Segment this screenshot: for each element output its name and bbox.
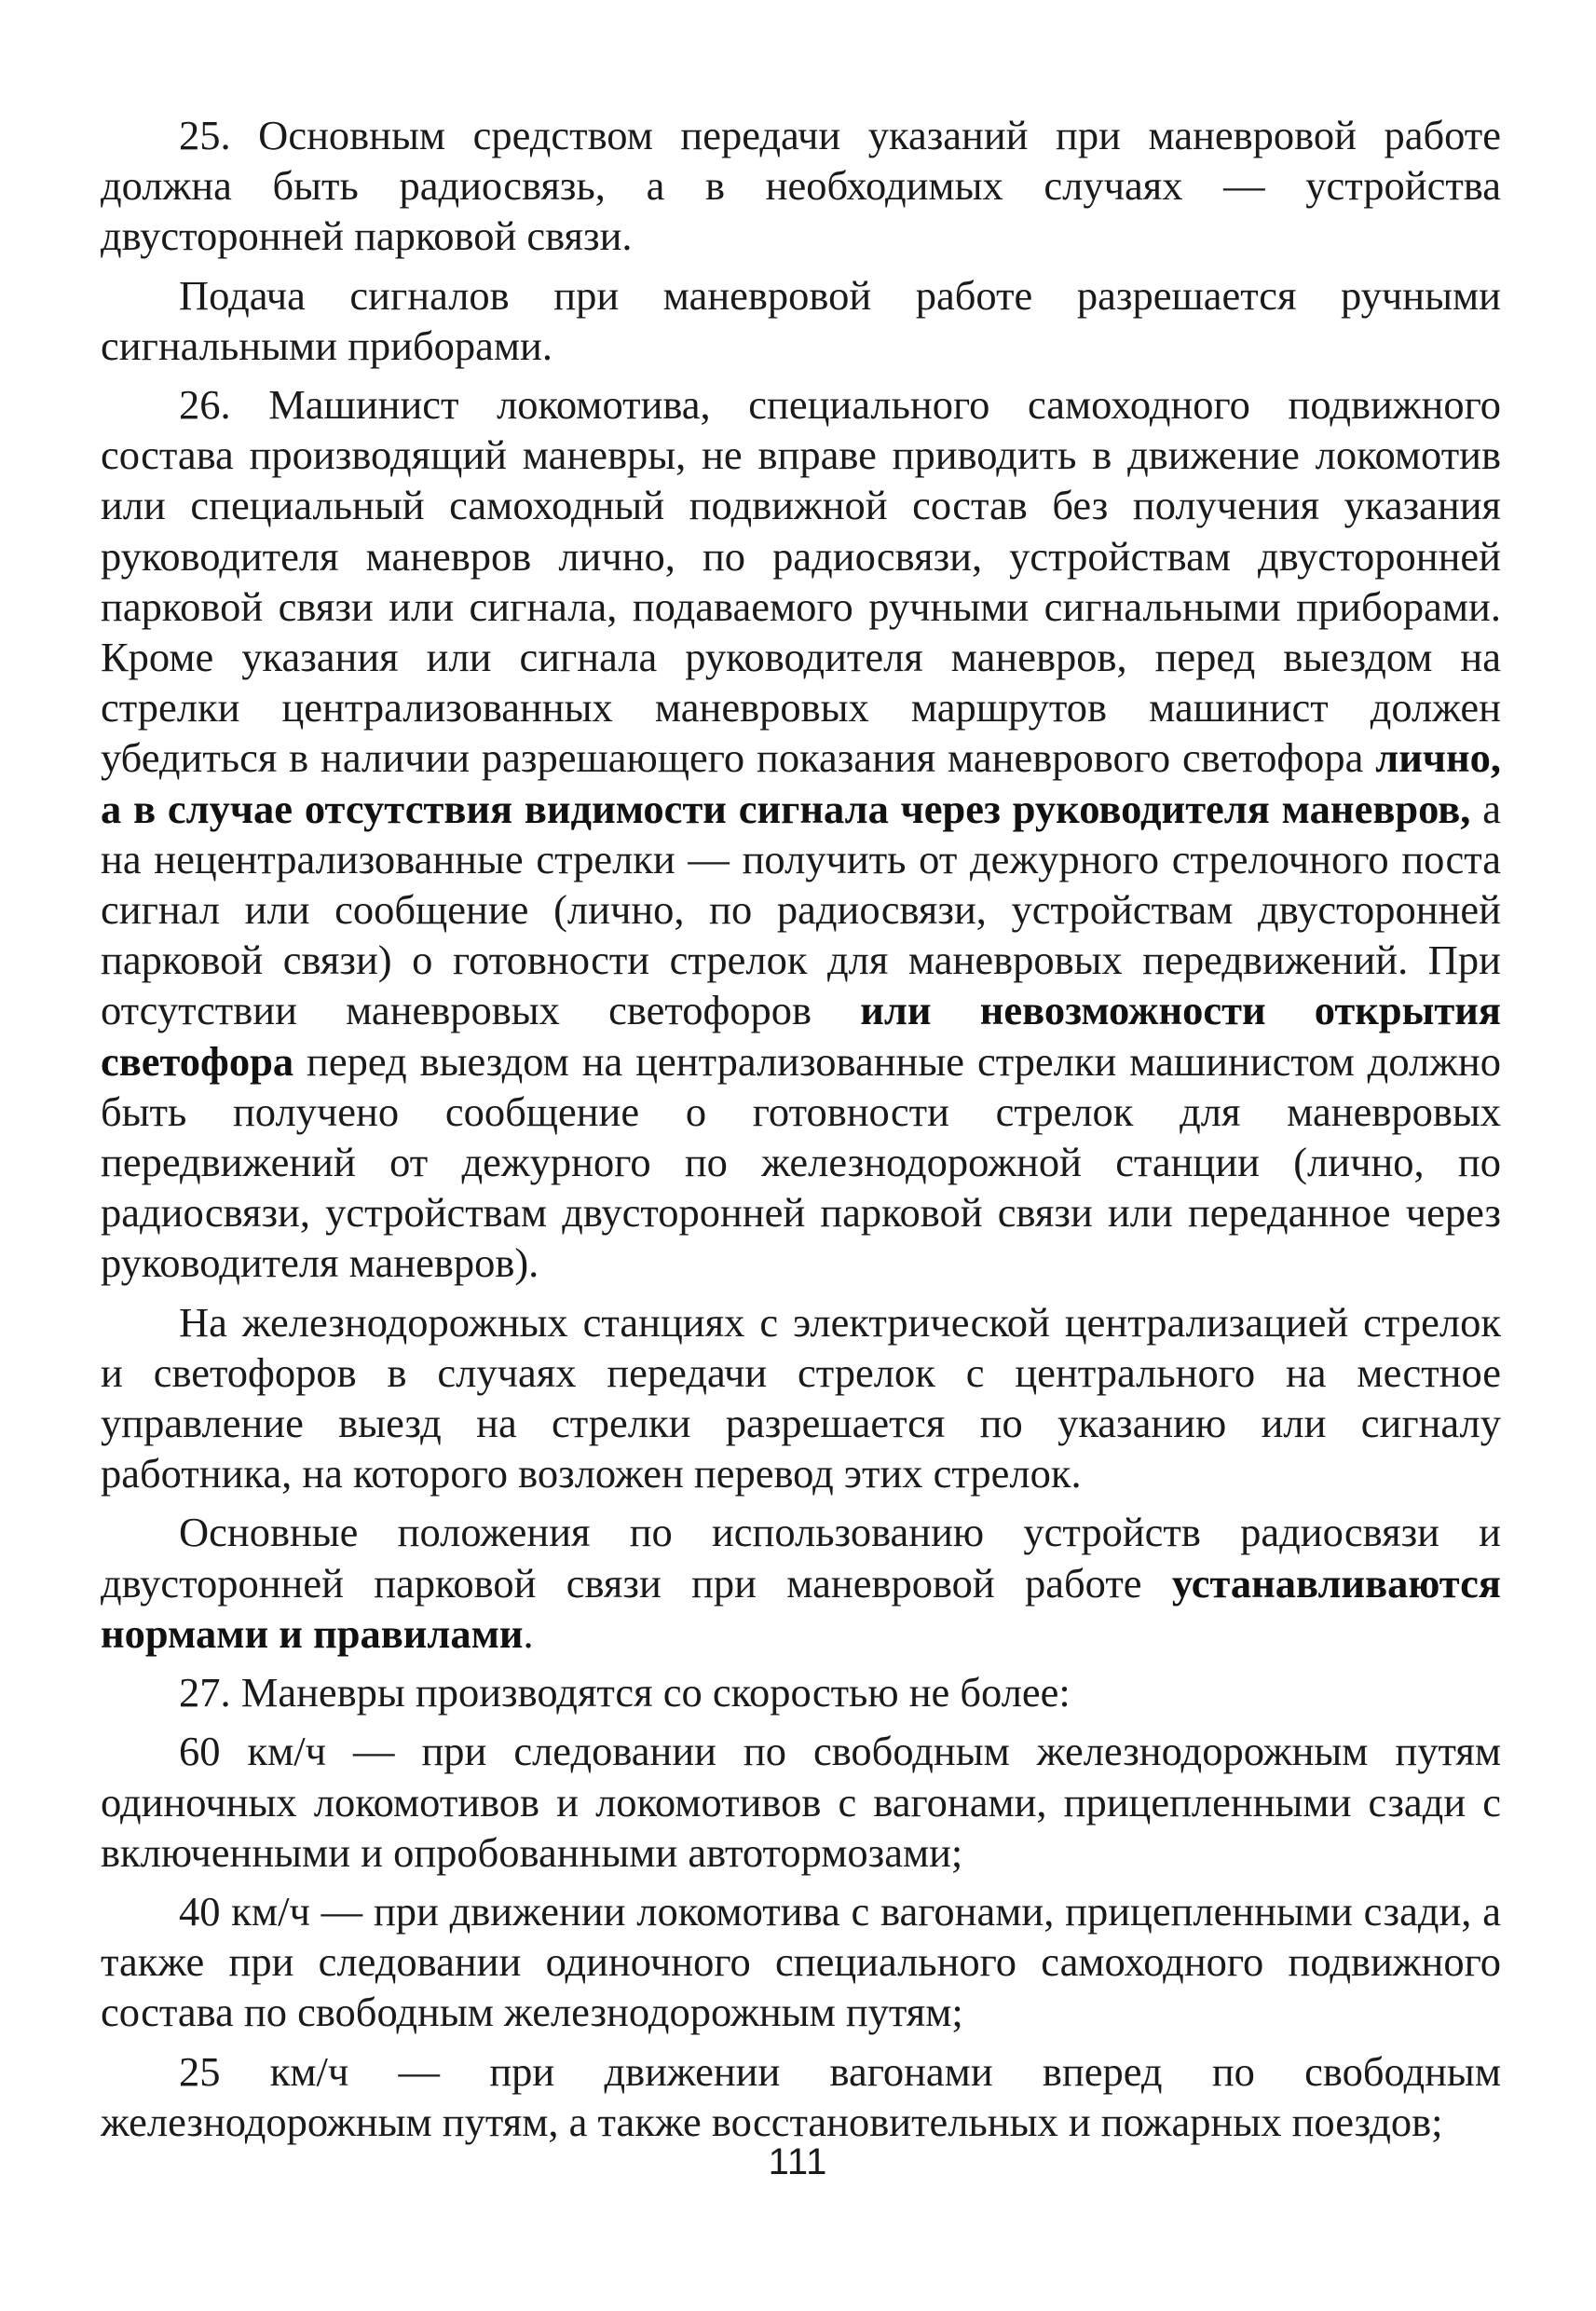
paragraph-text: 60 км/ч — при следовании по свободным железнодорожным путям одиночных локомотивов и локомотивов с вагонами, прицепленными сзади с включенными и опробованными автотормозами; xyxy=(101,1728,1501,1876)
paragraph-text: Основные положения по использованию устройств радиосвязи и двусторонней парковой связи при маневровой работе xyxy=(101,1509,1501,1607)
bold-text: устанавливаются нормами и правилами xyxy=(101,1559,1501,1657)
paragraph-text: а на нецентрализованные стрелки — получить от дежурного стрелочного поста сигнал или сообщение (лично, по радиосвязи, устройствам двусторонней парковой связи) о готовности стрелок для маневровых передвижений. При отсутствии маневровых светофоров xyxy=(101,785,1501,1034)
bold-text: или невозможности открытия светофора xyxy=(101,987,1502,1085)
paragraph-text: 27. Маневры производятся со скоростью не более: xyxy=(179,1669,1071,1716)
paragraph-signals xyxy=(101,270,1501,371)
paragraph-text: Подача сигналов при маневровой работе разрешается ручными сигнальными приборами. xyxy=(101,271,1501,369)
paragraph-text: 25. Основным средством передачи указаний при маневровой работе должна быть радиосвязь, а в необходимых случаях — устройства двусторонней парковой связи. xyxy=(101,112,1501,260)
paragraph-25 xyxy=(101,110,1501,262)
paragraph-speed-60 xyxy=(101,1726,1501,1878)
paragraph-text: 26. Машинист локомотива, специального самоходного подвижного состава производящий маневры, не вправе приводить в движение локомотив или специальный самоходный подвижной состав без получения указания руководителя маневров лично, по радиосвязи, устройствам двусторонней парковой связи или сигнала, подаваемого ручными сигнальными приборами. Кроме указания или сигнала руководителя маневров, перед выездом на стрелки централизованных маневровых маршрутов машинист должен убедиться в наличии разрешающего показания маневрового светофора xyxy=(101,381,1501,782)
bold-text: лично, а в случае отсутствия видимости сигнала через руководителя маневров, xyxy=(101,734,1501,832)
paragraph-text: 40 км/ч — при движении локомотива с вагонами, прицепленными сзади, а также при следовании одиночного специального самоходного подвижного состава по свободным железнодорожным путям; xyxy=(101,1887,1501,2036)
paragraph-text: . xyxy=(523,1609,534,1657)
paragraph-27 xyxy=(101,1667,1501,1717)
paragraph-text: перед выездом на централизованные стрелки машинистом должно быть получено сообщение о готовности стрелок для маневровых передвижений от дежурного по железнодорожной станции (лично, по радиосвязи, устройствам двусторонней парковой связи или переданное через руководителя маневров). xyxy=(101,1037,1501,1287)
paragraph-text: На железнодорожных станциях с электрической централизацией стрелок и светофоров в случаях передачи стрелок с центрального на местное управление выезд на стрелки разрешается по указанию или сигналу работника, на которого возложен перевод этих стрелок. xyxy=(101,1298,1501,1497)
paragraph-speed-40 xyxy=(101,1886,1501,2038)
paragraph-text: 25 км/ч — при движении вагонами вперед по свободным железнодорожным путям, а также восстановительных и пожарных поездов; xyxy=(101,2047,1501,2145)
paragraph-speed-25 xyxy=(101,2046,1501,2147)
paragraph-26 xyxy=(101,379,1501,1289)
paragraph-electric-centralization xyxy=(101,1297,1501,1499)
page-body xyxy=(101,110,1501,2155)
paragraph-radio-provisions xyxy=(101,1507,1501,1659)
page-number: 111 xyxy=(768,2141,828,2182)
